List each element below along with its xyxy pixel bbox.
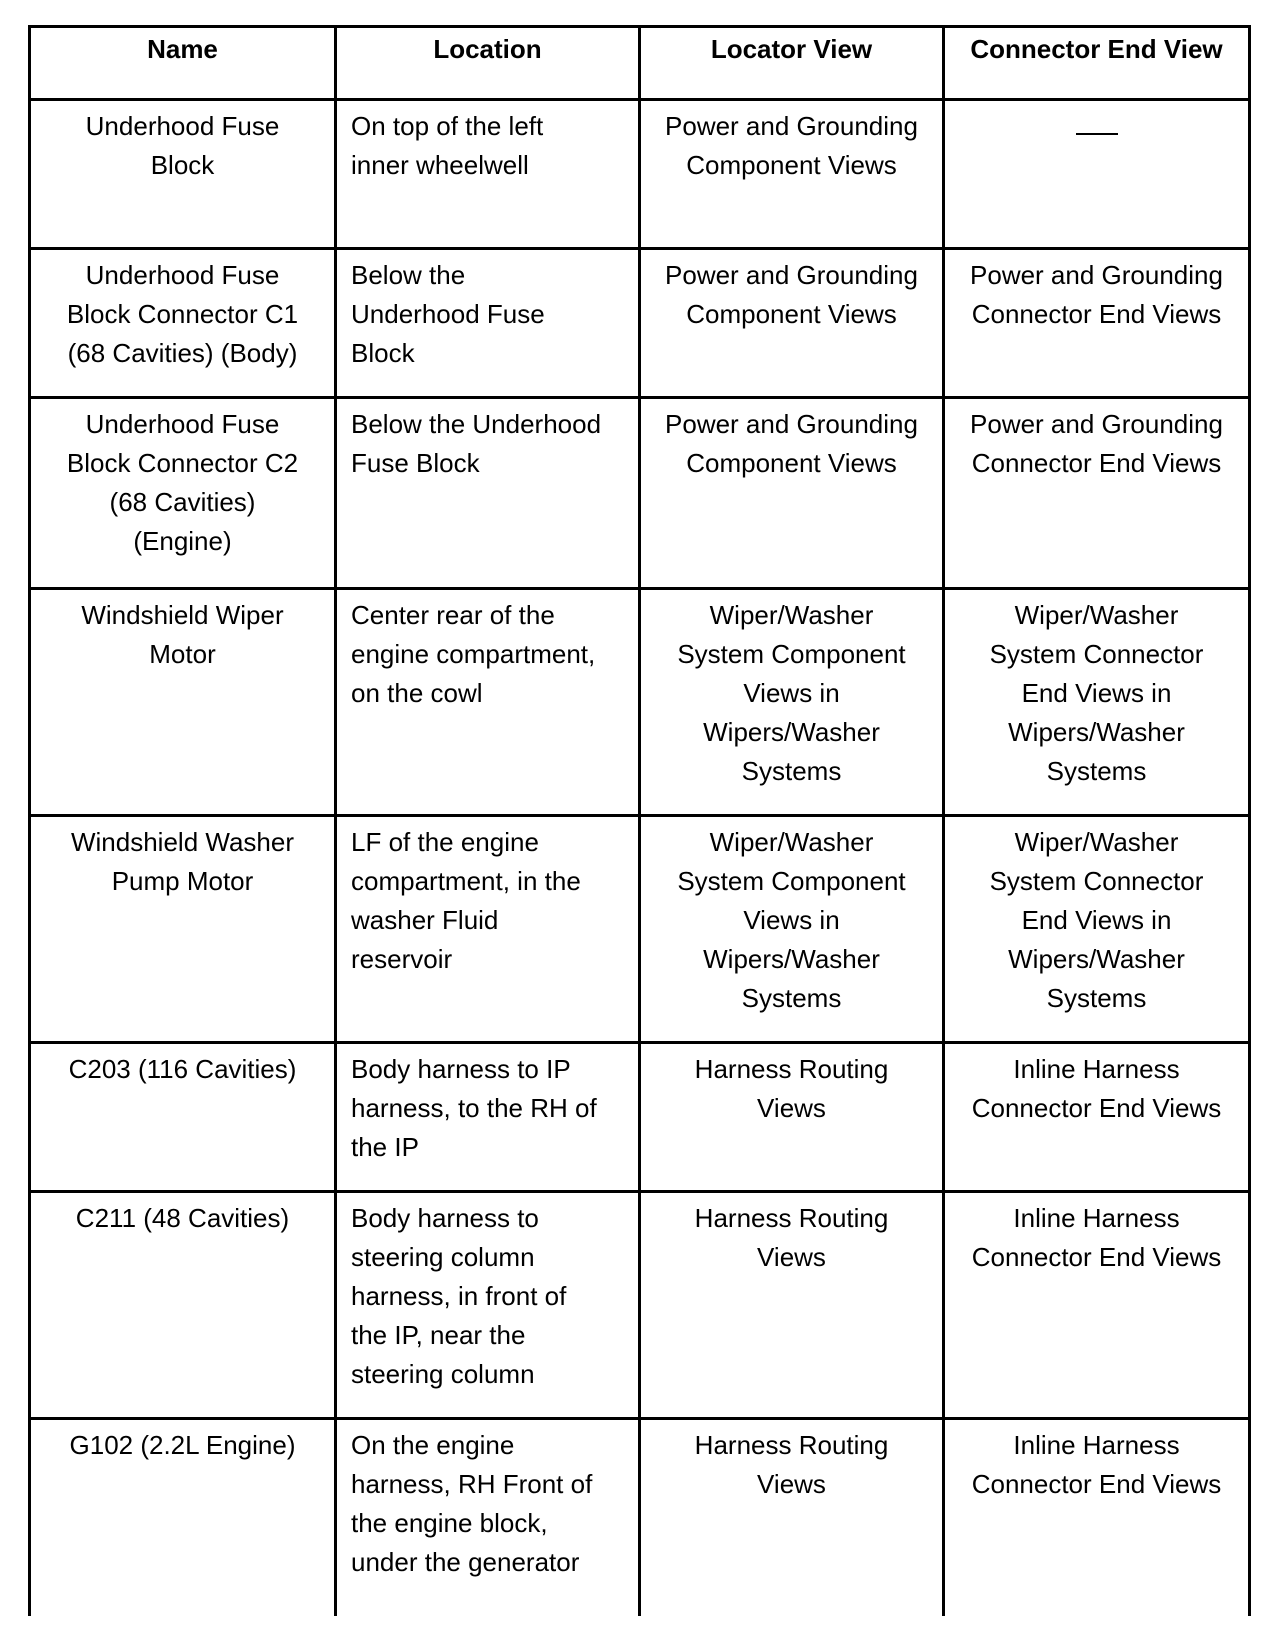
cell-line: Views bbox=[757, 1093, 826, 1123]
cell-line: Wipers/Washer bbox=[1008, 944, 1185, 974]
header-connector-end-view: Connector End View bbox=[944, 27, 1250, 100]
cell-line: Block bbox=[150, 150, 215, 180]
cell-line: Connector End Views bbox=[971, 1242, 1222, 1272]
cell-line: Harness Routing bbox=[694, 1054, 889, 1084]
cell-line: Systems bbox=[1046, 983, 1147, 1013]
cell-line: on the cowl bbox=[351, 678, 483, 708]
cell-line: Block Connector C2 bbox=[66, 448, 299, 478]
cell-locator-view bbox=[640, 100, 944, 249]
header-location: Location bbox=[336, 27, 640, 100]
cell-line: Inline Harness bbox=[1013, 1203, 1180, 1233]
cell-line: Block bbox=[351, 338, 415, 368]
table-row bbox=[30, 1192, 1250, 1419]
cell-line: (Engine) bbox=[133, 526, 232, 556]
table-row bbox=[30, 1419, 1250, 1617]
cell-connector-end-view bbox=[944, 1192, 1250, 1419]
cell-line: Connector End Views bbox=[971, 1469, 1222, 1499]
cell-location bbox=[336, 1192, 640, 1419]
cell-name bbox=[30, 1419, 336, 1617]
cell-line: (68 Cavities) bbox=[109, 487, 256, 517]
cell-line: steering column bbox=[351, 1359, 535, 1389]
cell-line: LF of the engine bbox=[351, 827, 539, 857]
cell-location bbox=[336, 589, 640, 816]
cell-locator-view bbox=[640, 1419, 944, 1617]
cell-locator-view bbox=[640, 589, 944, 816]
cell-name bbox=[30, 816, 336, 1043]
table-header-row bbox=[30, 27, 1250, 100]
cell-line: Harness Routing bbox=[694, 1430, 889, 1460]
cell-line: Connector End Views bbox=[971, 448, 1222, 478]
cell-line: Component Views bbox=[686, 150, 897, 180]
cell-line: the IP bbox=[351, 1132, 419, 1162]
cell-line: Power and Grounding bbox=[665, 409, 918, 439]
cell-line: G102 (2.2L Engine) bbox=[69, 1430, 296, 1460]
cell-line: On the engine bbox=[351, 1430, 515, 1460]
cell-line: Harness Routing bbox=[694, 1203, 889, 1233]
cell-name bbox=[30, 100, 336, 249]
cell-line: harness, to the RH of bbox=[351, 1093, 597, 1123]
cell-line: Systems bbox=[741, 756, 842, 786]
cell-line: compartment, in the bbox=[351, 866, 581, 896]
table-row bbox=[30, 398, 1250, 589]
cell-line: Underhood Fuse bbox=[85, 260, 280, 290]
cell-line: inner wheelwell bbox=[351, 150, 529, 180]
header-locator-view: Locator View bbox=[640, 27, 944, 100]
table-row bbox=[30, 1043, 1250, 1192]
cell-location bbox=[336, 398, 640, 589]
cell-line: System Connector bbox=[989, 866, 1204, 896]
header-name: Name bbox=[30, 27, 336, 100]
component-locator-table-container bbox=[28, 25, 1248, 1616]
cell-line: Wipers/Washer bbox=[703, 717, 880, 747]
cell-line: Underhood Fuse bbox=[351, 299, 545, 329]
cell-location bbox=[336, 1043, 640, 1192]
cell-connector-end-view bbox=[944, 1419, 1250, 1617]
cell-connector-end-view bbox=[944, 100, 1250, 249]
cell-line: Underhood Fuse bbox=[85, 409, 280, 439]
cell-line: Center rear of the bbox=[351, 600, 555, 630]
cell-line: reservoir bbox=[351, 944, 453, 974]
cell-name bbox=[30, 398, 336, 589]
cell-line: Connector End Views bbox=[971, 299, 1222, 329]
cell-line: Wiper/Washer bbox=[709, 827, 874, 857]
cell-line: Body harness to IP bbox=[351, 1054, 571, 1084]
cell-line: Wipers/Washer bbox=[703, 944, 880, 974]
table-row bbox=[30, 816, 1250, 1043]
cell-line: Views bbox=[757, 1469, 826, 1499]
cell-line: End Views in bbox=[1021, 905, 1172, 935]
cell-location bbox=[336, 100, 640, 249]
cell-name bbox=[30, 1192, 336, 1419]
cell-line: C211 (48 Cavities) bbox=[75, 1203, 290, 1233]
cell-locator-view bbox=[640, 398, 944, 589]
cell-line: Windshield Washer bbox=[70, 827, 294, 857]
table-row bbox=[30, 249, 1250, 398]
cell-location bbox=[336, 816, 640, 1043]
cell-line: harness, RH Front of bbox=[351, 1469, 593, 1499]
cell-connector-end-view bbox=[944, 249, 1250, 398]
cell-connector-end-view bbox=[944, 589, 1250, 816]
cell-line: the engine block, bbox=[351, 1508, 548, 1538]
cell-line: System Component bbox=[677, 866, 906, 896]
cell-line: Views bbox=[757, 1242, 826, 1272]
cell-line: Power and Grounding bbox=[665, 260, 918, 290]
cell-line: Wiper/Washer bbox=[709, 600, 874, 630]
cell-line: Underhood Fuse bbox=[85, 111, 280, 141]
cell-line: Fuse Block bbox=[351, 448, 480, 478]
cell-line: steering column bbox=[351, 1242, 535, 1272]
cell-name bbox=[30, 249, 336, 398]
cell-line: Power and Grounding bbox=[970, 409, 1223, 439]
cell-line: End Views in bbox=[1021, 678, 1172, 708]
cell-line: Inline Harness bbox=[1013, 1054, 1180, 1084]
cell-locator-view bbox=[640, 816, 944, 1043]
cell-line: Inline Harness bbox=[1013, 1430, 1180, 1460]
cell-line: On top of the left bbox=[351, 111, 544, 141]
cell-line: Motor bbox=[149, 639, 216, 669]
cell-line: Wiper/Washer bbox=[1014, 827, 1179, 857]
cell-line: Pump Motor bbox=[111, 866, 254, 896]
cell-connector-end-view bbox=[944, 1043, 1250, 1192]
cell-location bbox=[336, 1419, 640, 1617]
cell-line: System Connector bbox=[989, 639, 1204, 669]
cell-locator-view bbox=[640, 1043, 944, 1192]
cell-line: Views in bbox=[743, 905, 840, 935]
cell-line: Component Views bbox=[686, 448, 897, 478]
cell-locator-view bbox=[640, 1192, 944, 1419]
component-locator-table bbox=[28, 25, 1251, 1616]
table-row bbox=[30, 589, 1250, 816]
cell-line: engine compartment, bbox=[351, 639, 596, 669]
cell-locator-view bbox=[640, 249, 944, 398]
cell-line: Block Connector C1 bbox=[66, 299, 299, 329]
cell-line: Power and Grounding bbox=[665, 111, 918, 141]
cell-line: under the generator bbox=[351, 1547, 580, 1577]
cell-name bbox=[30, 589, 336, 816]
cell-line: (68 Cavities) (Body) bbox=[67, 338, 298, 368]
cell-line: Below the Underhood bbox=[351, 409, 602, 439]
cell-line: System Component bbox=[677, 639, 906, 669]
cell-line: harness, in front of bbox=[351, 1281, 567, 1311]
cell-line: Component Views bbox=[686, 299, 897, 329]
cell-line: Connector End Views bbox=[971, 1093, 1222, 1123]
cell-line: Windshield Wiper bbox=[81, 600, 284, 630]
cell-line: the IP, near the bbox=[351, 1320, 526, 1350]
empty-dash bbox=[1076, 133, 1118, 135]
cell-line: Systems bbox=[741, 983, 842, 1013]
cell-line: Power and Grounding bbox=[970, 260, 1223, 290]
cell-line: C203 (116 Cavities) bbox=[68, 1054, 297, 1084]
cell-line: Below the bbox=[351, 260, 466, 290]
cell-line: Systems bbox=[1046, 756, 1147, 786]
table-row bbox=[30, 100, 1250, 249]
cell-connector-end-view bbox=[944, 398, 1250, 589]
cell-line: Wipers/Washer bbox=[1008, 717, 1185, 747]
cell-line: Wiper/Washer bbox=[1014, 600, 1179, 630]
cell-line: washer Fluid bbox=[351, 905, 499, 935]
cell-location bbox=[336, 249, 640, 398]
cell-connector-end-view bbox=[944, 816, 1250, 1043]
cell-name bbox=[30, 1043, 336, 1192]
cell-line: Views in bbox=[743, 678, 840, 708]
cell-line: Body harness to bbox=[351, 1203, 539, 1233]
